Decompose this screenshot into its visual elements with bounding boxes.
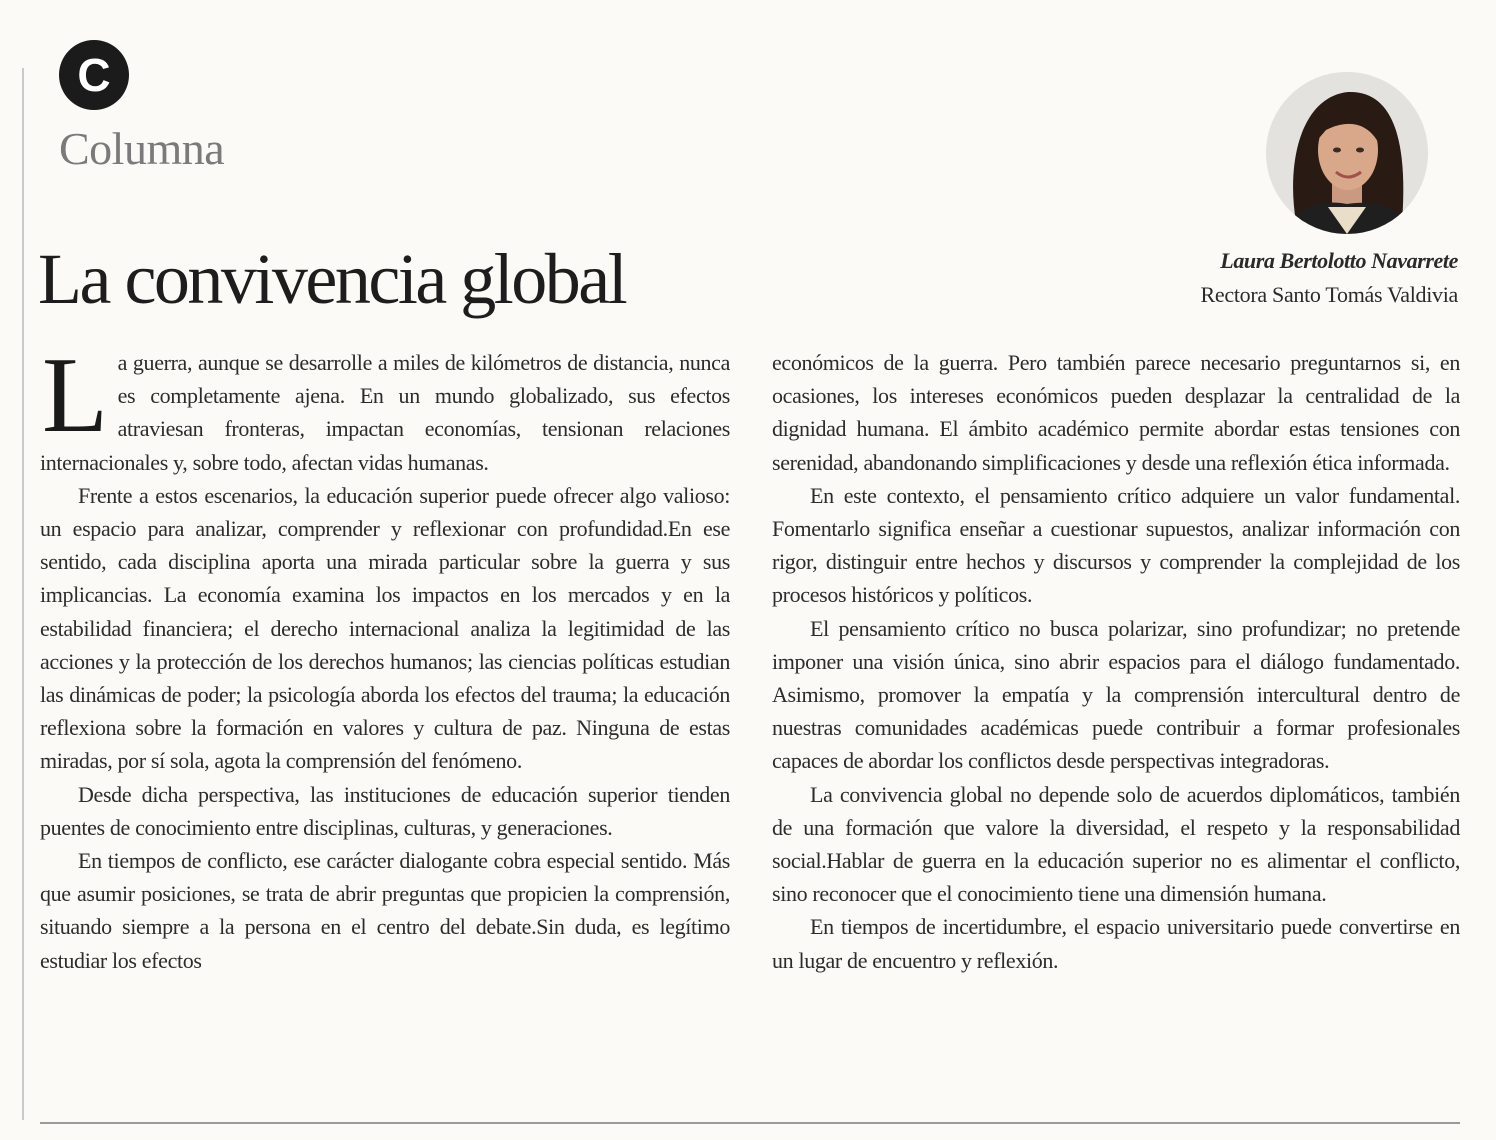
article-paragraph: Frente a estos escenarios, la educación superior puede ofrecer algo valioso: un espacio para analizar, comprender y reflexionar con profundidad.En ese sentido, cada disciplina aporta una mirada particular sobre la guerra y sus implicancias. La economía examina los impactos en los mercados y en la estabilidad financiera; el derecho internacional analiza la legitimidad de las acciones y la protección de los derechos humanos; las ciencias políticas estudian las dinámicas de poder; la psicología aborda los efectos del trauma; la educación reflexiona sobre la formación en valores y cultura de paz. Ninguna de estas miradas, por sí sola, agota la comprensión del fenómeno. (40, 482, 730, 774)
article-title: La convivencia global (38, 239, 626, 319)
paragraph-text: a guerra, aunque se desarrolle a miles de kilómetros de distancia, nunca es completamente ajena. En un mundo globalizado, sus efectos atraviesan fronteras, impactan economías, tensionan relaciones internacionales y, sobre todo, afectan vidas humanas. (40, 350, 730, 475)
article-paragraph: El pensamiento crítico no busca polarizar, sino profundizar; no pretende imponer una visión única, sino abrir espacios para el diálogo fundamentado. Asimismo, promover la empatía y la comprensión intercultural dentro de nuestras comunidades académicas puede contribuir a formar profesionales capaces de abordar los conflictos desde perspectivas integradoras. (772, 615, 1460, 774)
column-badge-icon: C (59, 40, 129, 110)
author-photo (1266, 72, 1428, 234)
article-paragraph: En tiempos de incertidumbre, el espacio universitario puede convertirse en un lugar de encuentro y reflexión. (772, 914, 1460, 973)
author-name: Laura Bertolotto Navarrete (1220, 248, 1458, 273)
left-margin-rule (22, 68, 24, 1120)
article-paragraph: La convivencia global no depende solo de acuerdos diplomáticos, también de una formación que valore la diversidad, el respeto y la responsabilidad social.Hablar de guerra en la educación superior no es alimentar el conflicto, sino reconocer que el conocimiento tiene una dimensión humana. (772, 781, 1460, 907)
article-paragraph: En tiempos de conflicto, ese carácter dialogante cobra especial sentido. Más que asumir posiciones, se trata de abrir preguntas que propicien la comprensión, situando siempre a la persona en el centro del debate.Sin duda, es legítimo estudiar los efectos (40, 848, 730, 973)
article-column-left (40, 336, 730, 977)
article-paragraph: En este contexto, el pensamiento crítico adquiere un valor fundamental. Fomentarlo significa enseñar a cuestionar supuestos, analizar información con rigor, distinguir entre hechos y discursos y comprender la complejidad de los procesos históricos y políticos. (772, 482, 1460, 608)
article-paragraph: económicos de la guerra. Pero también parece necesario preguntarnos si, en ocasiones, los intereses económicos pueden desplazar la centralidad de la dignidad humana. El ámbito académico permite abordar estas tensiones con serenidad, abandonando simplificaciones y desde una reflexión ética informada. (772, 350, 1460, 475)
drop-cap: L (42, 336, 108, 455)
bottom-divider (40, 1122, 1460, 1124)
article-column-right (772, 346, 1460, 977)
section-label: Columna (59, 123, 225, 174)
article-paragraph (40, 336, 730, 479)
author-block (1201, 246, 1458, 310)
article-paragraph: Desde dicha perspectiva, las instituciones de educación superior tienden puentes de conocimiento entre disciplinas, culturas, y generaciones. (40, 781, 730, 840)
author-role: Rectora Santo Tomás Valdivia (1200, 282, 1458, 307)
author-portrait-icon (1266, 72, 1428, 234)
